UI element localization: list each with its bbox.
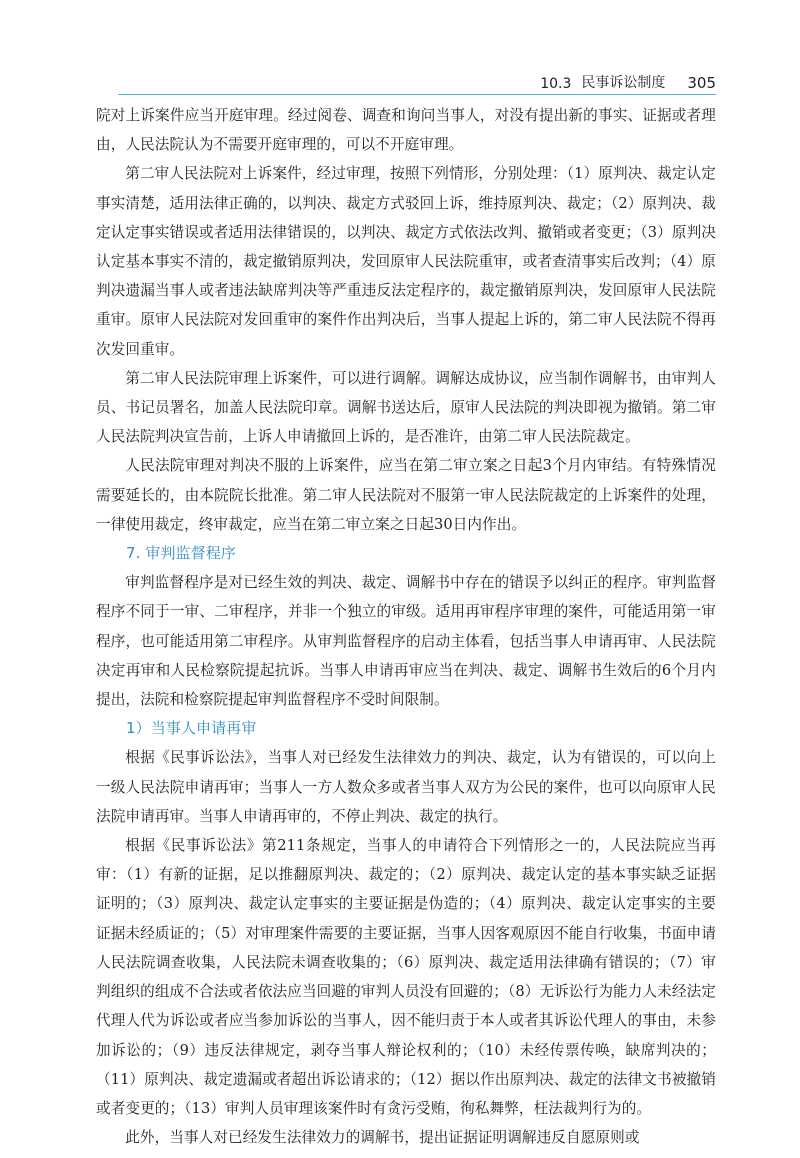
running-header — [118, 64, 716, 92]
page-body — [96, 101, 716, 1152]
paragraph-continuation: 院对上诉案件应当开庭审理。经过阅卷、调查和询问当事人，对没有提出新的事实、证据或者理由，人民法院认为不需要开庭审理的，可以不开庭审理。 — [96, 107, 716, 154]
paragraph-second-instance-handling: 第二审人民法院对上诉案件，经过审理，按照下列情形，分别处理：（1）原判决、裁定认定事实清楚，适用法律正确的，以判决、裁定方式驳回上诉，维持原判决、裁定；（2）原判决、裁定认定事实错误或者适用法律错误的，以判决、裁定方式依法改判、撤销或者变更；（3）原判决认定基本事实不清的，裁定撤销原判决，发回原审人民法院重审，或者查清事实后改判；（4）原判决遗漏当事人或者违法缺席判决等严重违反法定程序的，裁定撤销原判决，发回原审人民法院重审。原审人民法院对发回重审的案件作出判决后，当事人提起上诉的，第二审人民法院不得再次发回重审。 — [96, 165, 716, 358]
paragraph-retrial-application: 根据《民事诉讼法》，当事人对已经发生法律效力的判决、裁定，认为有错误的，可以向上一级人民法院申请再审；当事人一方人数众多或者当事人双方为公民的案件，也可以向原审人民法院申请再审。当事人申请再审的，不停止判决、裁定的执行。 — [96, 749, 716, 825]
paragraph-mediation-retrial: 此外，当事人对已经发生法律效力的调解书，提出证据证明调解违反自愿原则或 — [125, 1129, 640, 1147]
header-section-number: 10.3 — [540, 76, 572, 92]
subsection-heading-retrial-application: 1）当事人申请再审 — [126, 719, 257, 738]
header-divider — [118, 94, 716, 95]
paragraph-trial-supervision: 审判监督程序是对已经生效的判决、裁定、调解书中存在的错误予以纠正的程序。审判监督程序不同于一审、二审程序，并非一个独立的审级。适用再审程序审理的案件，可能适用第一审程序，也可能适用第二审程序。从审判监督程序的启动主体看，包括当事人申请再审、人民法院决定再审和人民检察院提起抗诉。当事人申请再审应当在判决、裁定、调解书生效后的6个月内提出，法院和检察院提起审判监督程序不受时间限制。 — [96, 574, 716, 709]
header-chapter-title: 民事诉讼制度 — [581, 75, 666, 91]
paragraph-time-limit: 人民法院审理对判决不服的上诉案件，应当在第二审立案之日起3个月内审结。有特殊情况需要延长的，由本院院长批准。第二审人民法院对不服第一审人民法院裁定的上诉案件的处理，一律使用裁定，终审裁定，应当在第二审立案之日起30日内作出。 — [96, 457, 716, 533]
paragraph-mediation: 第二审人民法院审理上诉案件，可以进行调解。调解达成协议，应当制作调解书，由审判人员、书记员署名，加盖人民法院印章。调解书送达后，原审人民法院的判决即视为撤销。第二审人民法院判决宣告前，上诉人申请撤回上诉的，是否准许，由第二审人民法院裁定。 — [96, 369, 716, 446]
paragraph-retrial-conditions: 根据《民事诉讼法》第211条规定，当事人的申请符合下列情形之一的，人民法院应当再审：（1）有新的证据，足以推翻原判决、裁定的；（2）原判决、裁定认定的基本事实缺乏证据证明的；（3）原判决、裁定认定事实的主要证据是伪造的；（4）原判决、裁定认定事实的主要证据未经质证的；（5）对审理案件需要的主要证据，当事人因客观原因不能自行收集，书面申请人民法院调查收集，人民法院未调查收集的；（6）原判决、裁定适用法律确有错误的；（7）审判组织的组成不合法或者依法应当回避的审判人员没有回避的；（8）无诉讼行为能力人未经法定代理人代为诉讼或者应当参加诉讼的当事人，因不能归责于本人或者其诉讼代理人的事由，未参加诉讼的；（9）违反法律规定，剥夺当事人辩论权利的；（10）未经传票传唤，缺席判决的；（11）原判决、裁定遗漏或者超出诉讼请求的；（12）据以作出原判决、裁定的法律文书被撤销或者变更的；（13）审判人员审理该案件时有贪污受贿，徇私舞弊，枉法裁判行为的。 — [96, 837, 716, 1117]
page-number: 305 — [687, 74, 716, 92]
section-heading-trial-supervision: 7. 审判监督程序 — [126, 544, 236, 563]
